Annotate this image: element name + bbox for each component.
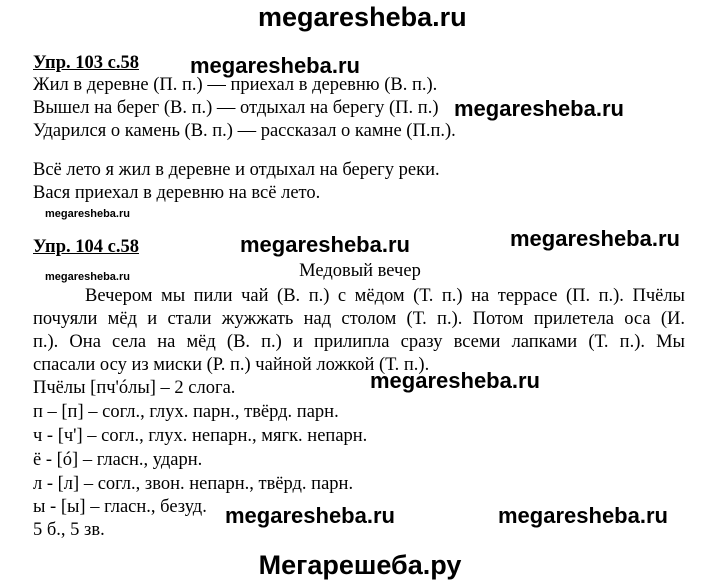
- exercise-104-heading: Упр. 104 с.58: [33, 237, 139, 257]
- watermark-inline: megaresheba.ru: [190, 53, 360, 78]
- ex103-line-1: Жил в деревне (П. п.) — приехал в деревню (В. п.).: [33, 75, 438, 95]
- analysis-line-3: ч - [ч'] – согл., глух. непарн., мягк. непарн.: [33, 426, 368, 446]
- analysis-line-7: 5 б., 5 зв.: [33, 520, 105, 540]
- footer-watermark: Мегарешеба.ру: [258, 550, 462, 580]
- watermark-inline: megaresheba.ru: [510, 226, 680, 251]
- ex103-line-2: Вышел на берег (В. п.) — отдыхал на берегу (П. п.): [33, 98, 439, 118]
- watermark-top: megaresheba.ru: [258, 2, 467, 32]
- paragraph-line-2: почуяли мёд и стали жужжать над столом (Т. п.). Потом прилетела оса (И.: [33, 309, 685, 329]
- text-title: Медовый вечер: [299, 261, 421, 281]
- ex103-line-5: Вася приехал в деревню на всё лето.: [33, 183, 321, 203]
- analysis-line-6: ы - [ы] – гласн., безуд.: [33, 497, 207, 517]
- watermark-inline: megaresheba.ru: [454, 96, 624, 121]
- ex103-line-3: Ударился о камень (В. п.) — рассказал о камне (П.п.).: [33, 121, 456, 141]
- analysis-line-2: п – [п] – согл., глух. парн., твёрд. парн.: [33, 402, 339, 422]
- watermark-inline: megaresheba.ru: [370, 368, 540, 393]
- ex103-line-4: Всё лето я жил в деревне и отдыхал на берегу реки.: [33, 160, 440, 180]
- analysis-line-4: ё - [ó] – гласн., ударн.: [33, 450, 203, 470]
- analysis-line-1: Пчёлы [пч'óлы] – 2 слога.: [33, 378, 236, 398]
- watermark-inline: megaresheba.ru: [498, 503, 668, 528]
- paragraph-line-3: п.). Она села на мёд (В. п.) и прилипла сразу всеми лапками (Т. п.). Мы: [33, 332, 685, 352]
- watermark-small: megaresheba.ru: [45, 208, 130, 220]
- exercise-103-heading: Упр. 103 с.58: [33, 53, 139, 73]
- watermark-inline: megaresheba.ru: [240, 232, 410, 257]
- paragraph-line-1: Вечером мы пили чай (В. п.) с мёдом (Т. п.) на террасе (П. п.). Пчёлы: [85, 286, 685, 306]
- watermark-inline: megaresheba.ru: [225, 503, 395, 528]
- paragraph-line-4: спасали осу из миски (Р. п.) чайной ложкой (Т. п.).: [33, 355, 430, 375]
- watermark-small: megaresheba.ru: [45, 271, 130, 283]
- analysis-line-5: л - [л] – согл., звон. непарн., твёрд. парн.: [33, 474, 354, 494]
